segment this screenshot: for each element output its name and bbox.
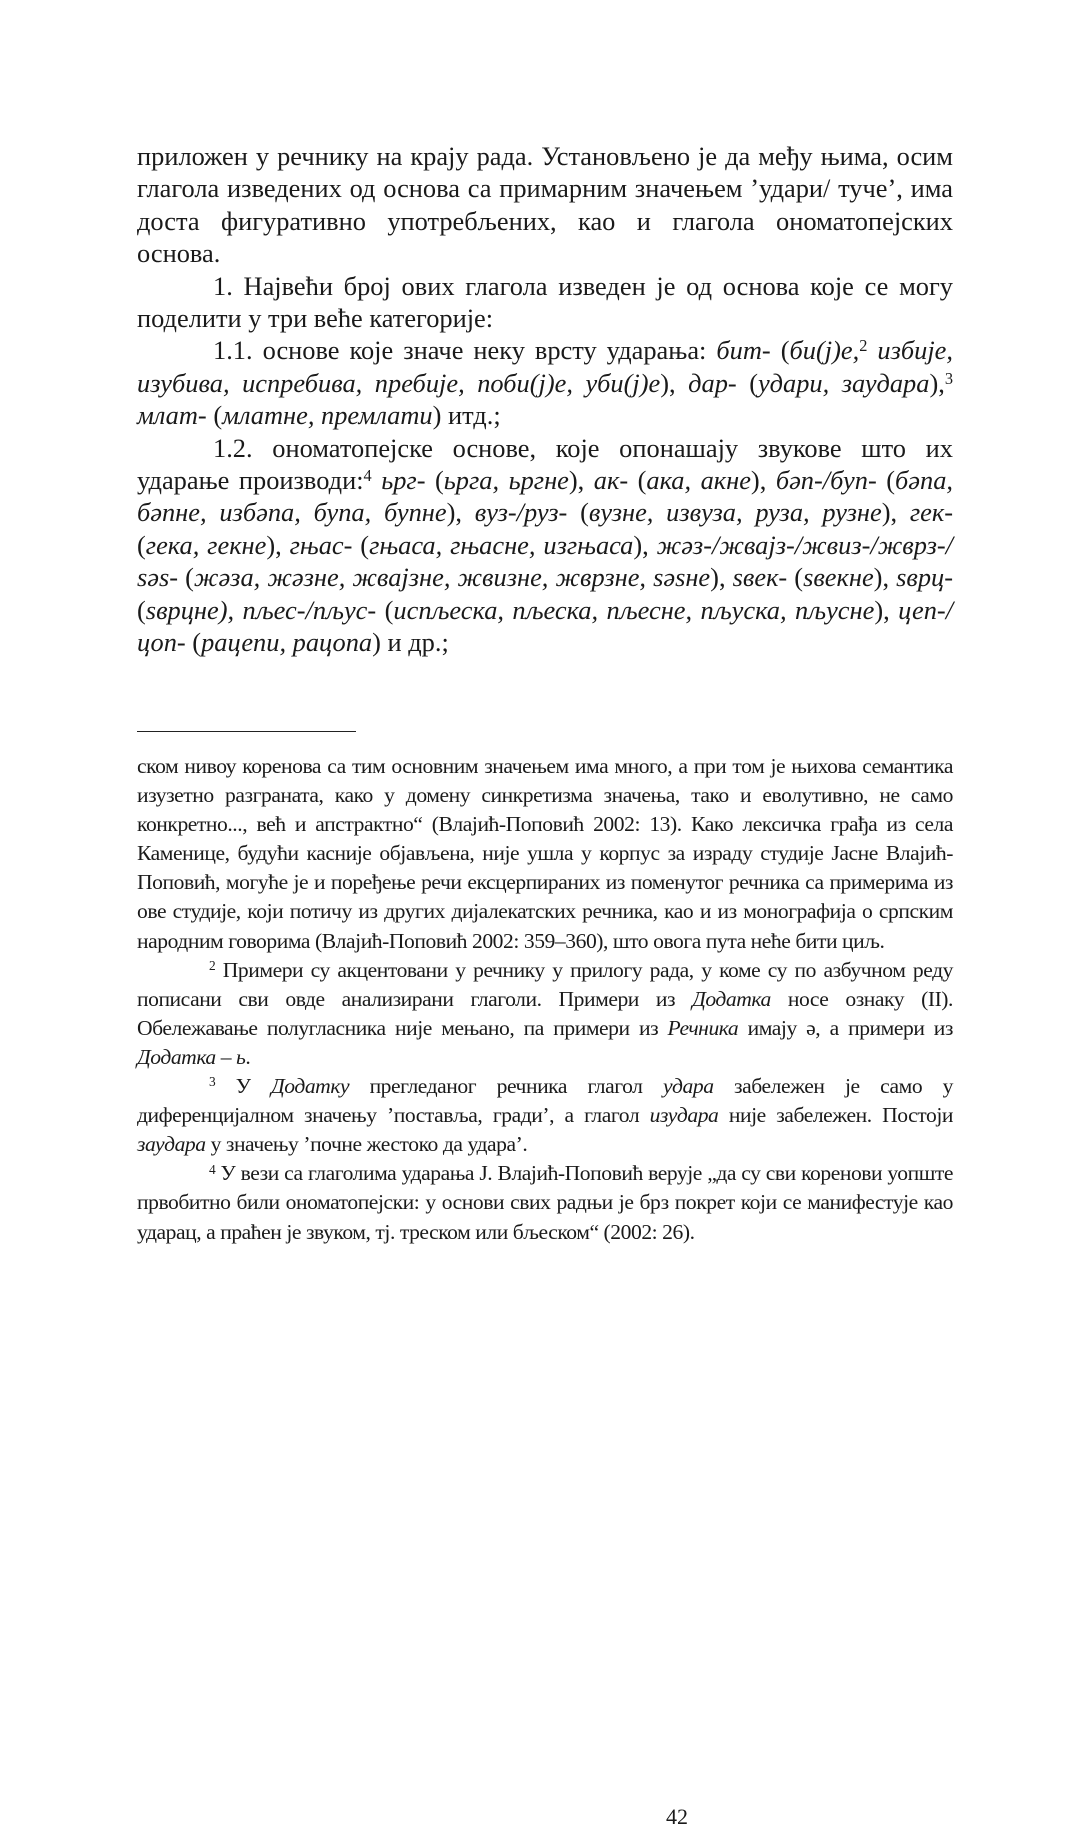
footnote-number: 2	[209, 957, 216, 973]
footnote-2: $^2$ Примери су акцентовани у речнику у прилогу рада, у коме су по азбучном реду пописани сви овде анализирани глаголи. Примери из Додатка носе ознаку (II). Обележавање полугласника није мењано, па примери из Речника имају ә, а примери из Додатка – ь.	[137, 957, 954, 1069]
footnote-ref-4[interactable]: 4	[363, 465, 372, 485]
footnote-number: 3	[209, 1074, 216, 1090]
footnote-number: 4	[209, 1161, 216, 1177]
main-text	[137, 140, 953, 659]
footnote-3: $^3$ У Додатку прегледаног речника глагол удара забележен је само у диференцијалном значењу ’поставља, гради’, а глагол изудара није забележен. Постоји заудара у значењу ’почне жестоко да удара’.	[137, 1074, 953, 1157]
footnote-continuation: ском нивоу коренова са тим основним значењем има много, а при том је њихова семантика изузетно разграната, како у домену синкретизма значења, тако и еволутивно, не само конкретно..., већ и апстрактно“ (Влајић-Поповић 2002: 13). Како лексичка грађа из села Каменице, будући касније објављена, није ушла у корпус за израду студије Јасне Влајић-Поповић, могуће је и поређење речи ексцерпираних из поменутог речника са примерима из ове студије, који потичу из других дијалекатских речника, као и из монографија о српским народним говорима (Влајић-Поповић 2002: 359–360), што овога пута неће бити циљ.	[137, 754, 953, 953]
page-number: 42	[666, 1804, 688, 1829]
paragraph-categories: 1. Највећи број ових глагола изведен је од основа које се могу поделити у три веће категорије:	[137, 270, 953, 334]
paragraph-intro: приложен у речнику на крају рада. Установљено је да међу њима, осим глагола изведених од основа са примарним значењем ’удари/ туче’, има доста фигуративно употребљених, као и глагола ономатопејских основа.	[137, 141, 953, 269]
paragraph-category-1-2: 1.2. ономатопејске основе, које опонашају звукове што их ударање производи:$^4$ ьрг- (ьрга, ьргне), ак- (ака, акне), бәп-/буп- (бәпа, бәпне, избәпа, бупа, бупне), вуз-/руз- (вузне, извуза, руза, рузне), гек- (гека, гекне), гњас- (гњаса, гњасне, изгњаса), жәз-/жвајз-/жвиз-/жврз-/ѕәѕ- (жәза, жәзне, жвајзне, жвизне, жврзне, ѕәѕне), ѕвек- (ѕвекне), ѕврц- (ѕврцне), пљес-/пљус- (испљеска, пљеска, пљесне, пљуска, пљусне), цеп-/цоп- (рацепи, рацопа) и др.;	[137, 432, 954, 658]
footnotes	[137, 752, 954, 1829]
footnote-separator	[137, 731, 356, 732]
footnote-ref-3[interactable]: 3	[944, 368, 954, 388]
footnote-ref-2[interactable]: 2	[859, 336, 868, 356]
paragraph-category-1-1: 1.1. основе које значе неку врсту ударања: бит- (би(ј)е,$^2$ избије, изубива, испребива, пребије, поби(ј)е, уби(ј)е), дар- (удари, заудара),$^3$ млат- (млатне, премлати) итд.;	[137, 335, 954, 431]
footnote-4: $^4$ У вези са глаголима ударања Ј. Влајић-Поповић верује „да су сви коренови уопште првобитно били ономатопејски: у основи свих радњи је брз покрет који се манифестује као ударац, а праћен је звуком, тј. треском или бљеском“ (2002: 26).	[137, 1161, 953, 1244]
